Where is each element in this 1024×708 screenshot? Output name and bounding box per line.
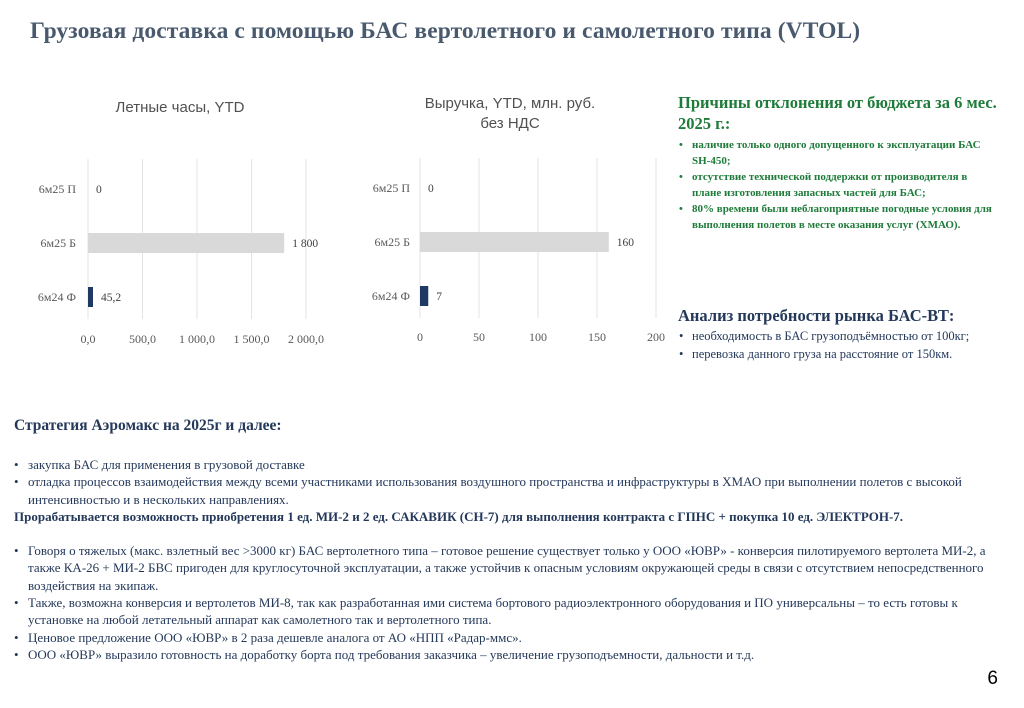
list-item: • отсутствие технической поддержки от производителя в плане изготовления запасных частей для БАС;: [692, 170, 998, 201]
list-item: • ООО «ЮВР» выразило готовность на доработку борта под требования заказчика – увеличение грузоподъемности, дальности и т.д.: [28, 646, 1004, 663]
category-label: 6м25 П: [372, 181, 410, 195]
market-list: [678, 328, 1008, 363]
x-tick-label: 1 500,0: [233, 332, 270, 346]
x-tick-label: 100: [529, 330, 547, 344]
list-item: • Также, возможна конверсия и вертолетов МИ-8, так как разработанная ими система бортового радиоэлектронного оборудования и ПО универсальны – то есть готовы к установке на любой летательный аппарат как самолетного так и вертолетного типа.: [28, 594, 1004, 629]
x-tick-label: 150: [588, 330, 606, 344]
x-tick-label: 0: [417, 330, 423, 344]
strategy-list-b: [14, 542, 1004, 663]
revenue-chart: [350, 92, 680, 352]
flight-hours-chart: [20, 92, 350, 352]
bar: [88, 233, 284, 253]
reasons-list: [678, 138, 998, 233]
data-label: 0: [96, 184, 102, 196]
acquisition-note: Прорабатывается возможность приобретения 1 ед. МИ-2 и 2 ед. САКАВИК (CH-7) для выполнения контракта с ГПНС + покупка 10 ед. ЭЛЕКТРОН-7.: [14, 508, 904, 524]
x-tick-label: 2 000,0: [288, 332, 324, 346]
x-tick-label: 200: [647, 330, 665, 344]
bar: [88, 287, 93, 307]
data-label: 1 800: [292, 238, 319, 250]
chart-title: Летные часы, YTD: [115, 99, 245, 116]
category-label: 6м24 Ф: [37, 290, 76, 304]
data-label: 7: [436, 291, 443, 303]
reasons-heading: Причины отклонения от бюджета за 6 мес. 2025 г.:: [678, 93, 997, 133]
list-item: • Говоря о тяжелых (макс. взлетный вес >3000 кг) БАС вертолетного типа – готовое решение существует только у ООО «ЮВР» - конверсия пилотируемого вертолета МИ-2, а также КА-26 + МИ-2 БВС пригоден для круглосуточной эксплуатации, а также устойчив к опасным условиям окружающей среды в связи с отсутствием непосредственного воздействия на экипаж.: [28, 542, 1004, 594]
category-label: 6м24 Ф: [371, 289, 410, 303]
list-item: • Ценовое предложение ООО «ЮВР» в 2 раза дешевле аналога от АО «НПП «Радар-ммс».: [28, 629, 1004, 646]
list-item: • отладка процессов взаимодействия между всеми участниками использования воздушного пространства и инфраструктуры в ХМАО при выполнении полетов с высокой интенсивностью и в нескольких направлениях.: [28, 473, 1004, 508]
category-label: 6м25 Б: [40, 236, 76, 250]
x-tick-label: 500,0: [129, 332, 156, 346]
slide-title: Грузовая доставка с помощью БАС вертолетного и самолетного типа (VTOL): [30, 18, 861, 44]
data-label: 160: [616, 237, 635, 249]
chart-title-line-1: Выручка, YTD, млн. руб.: [424, 95, 596, 112]
list-item: • перевозка данного груза на расстояние от 150км.: [692, 346, 1008, 363]
bar: [420, 232, 609, 252]
budget-deviation-reasons: [678, 92, 998, 234]
data-label: 0: [428, 183, 434, 195]
list-item: • закупка БАС для применения в грузовой доставке: [28, 456, 1004, 473]
x-tick-label: 50: [473, 330, 485, 344]
strategy-list-a: [14, 456, 1004, 508]
strategy-section: [14, 416, 1004, 663]
x-tick-label: 1 000,0: [179, 332, 215, 346]
data-label: 45,2: [101, 292, 122, 304]
list-item: • наличие только одного допущенного к эксплуатации БАС SH-450;: [692, 138, 998, 169]
category-label: 6м25 Б: [374, 235, 410, 249]
market-heading: Анализ потребности рынка БАС-ВТ:: [678, 306, 955, 325]
list-item: • 80% времени были неблагоприятные погодные условия для выполнения полетов в месте оказания услуг (ХМАО).: [692, 202, 998, 233]
bar: [420, 286, 428, 306]
strategy-heading: Стратегия Аэромакс на 2025г и далее:: [14, 417, 282, 434]
chart-title-line-2: без НДС: [480, 115, 540, 132]
list-item: • необходимость в БАС грузоподъёмностью от 100кг;: [692, 328, 1008, 345]
x-tick-label: 0,0: [80, 332, 96, 346]
market-analysis: [678, 305, 1008, 364]
category-label: 6м25 П: [38, 182, 76, 196]
page-number: 6: [987, 668, 998, 689]
flight-hours-bar-chart: [20, 92, 350, 352]
revenue-bar-chart: [350, 92, 680, 352]
